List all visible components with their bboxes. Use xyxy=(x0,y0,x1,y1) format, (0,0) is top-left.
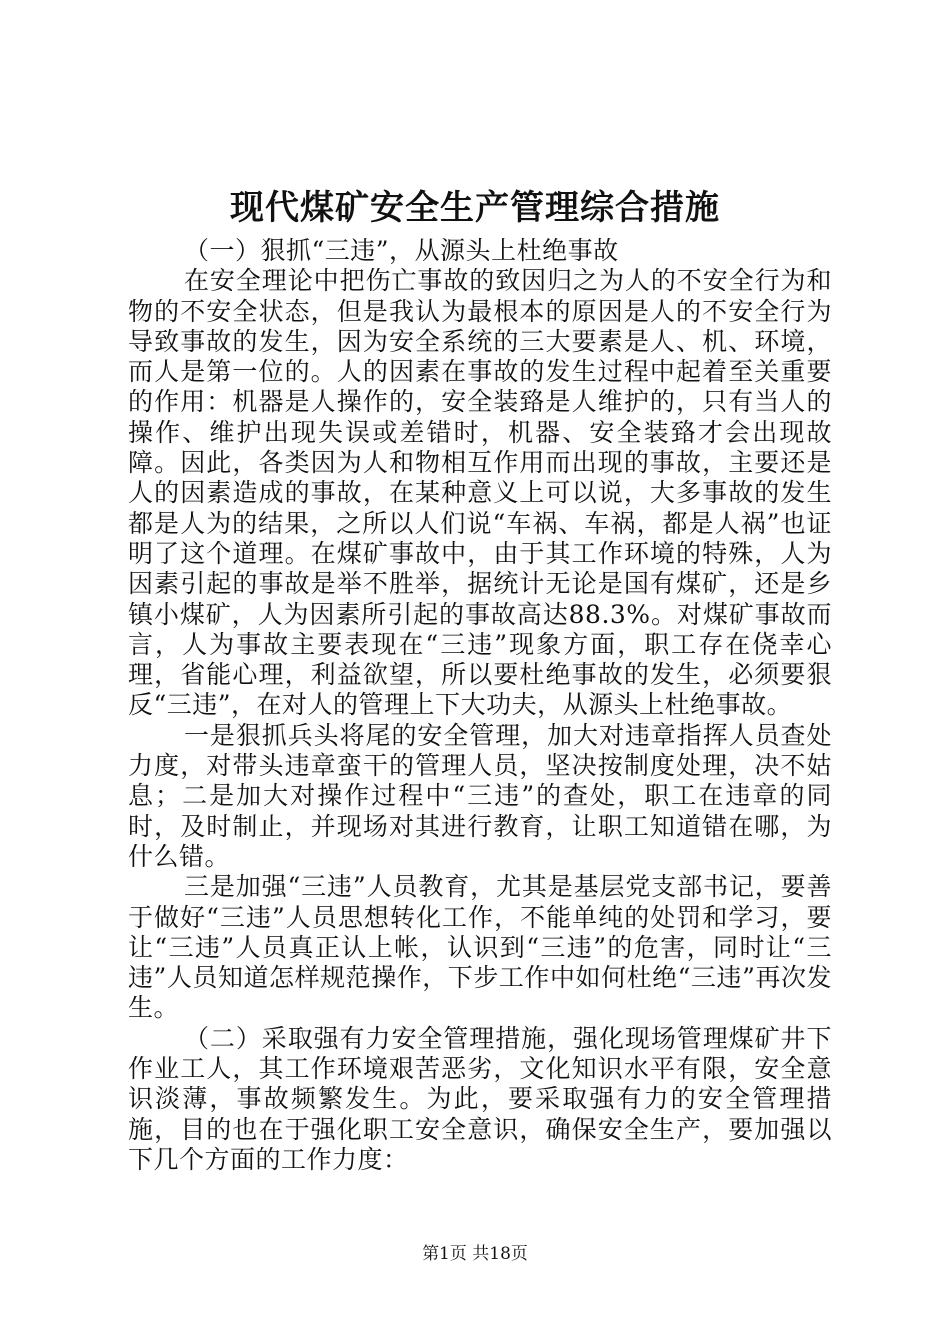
page-footer: 第1页 共18页 xyxy=(422,1244,528,1264)
document-title: 现代煤矿安全生产管理综合措施 xyxy=(230,188,720,228)
body-paragraph: 在安全理论中把伤亡事故的致因归之为人的不安全行为和物的不安全状态，但是我认为最根本的原因是人的不安全行为导致事故的发生，因为安全系统的三大要素是人、机、环境，而人是第一位的。人的因素在事故的发生过程中起着至关重要的作用：机器是人操作的，安全装臵是人维护的，只有当人的操作、维护出现失误或差错时，机器、安全装臵才会出现故障。因此，各类因为人和物相互作用而出现的事故，主要还是人的因素造成的事故，在某种意义上可以说，大多事故的发生都是人为的结果，之所以人们说“车祸、车祸，都是人祸”也证明了这个道理。在煤矿事故中，由于其工作环境的特殊，人为因素引起的事故是举不胜举，据统计无论是国有煤矿，还是乡镇小煤矿，人为因素所引起的事故高达88.3%。对煤矿事故而言，人为事故主要表现在“三违”现象方面，职工存在侥幸心理，省能心理，利益欲望，所以要杜绝事故的发生，必须要狠反“三违”，在对人的管理上下大功夫，从源头上杜绝事故。 xyxy=(128,266,832,720)
document-body xyxy=(128,236,832,1175)
section-heading-1: （一）狠抓“三违”，从源头上杜绝事故 xyxy=(184,236,619,265)
body-paragraph: 三是加强“三违”人员教育，尤其是基层党支部书记，要善于做好“三违”人员思想转化工作，不能单纯的处罚和学习，要让“三违”人员真正认上帐，认识到“三违”的危害，同时让“三违”人员知道怎样规范操作，下步工作中如何杜绝“三违”再次发生。 xyxy=(128,872,832,1023)
section-heading-2: （二）采取强有力安全管理措施，强化现场管理煤矿井下作业工人，其工作环境艰苦恶劣，文化知识水平有限，安全意识淡薄，事故频繁发生。为此，要采取强有力的安全管理措施，目的也在于强化职工安全意识，确保安全生产，要加强以下几个方面的工作力度： xyxy=(128,1023,832,1174)
body-paragraph: 一是狠抓兵头将尾的安全管理，加大对违章指挥人员查处力度，对带头违章蛮干的管理人员，坚决按制度处理，决不姑息；二是加大对操作过程中“三违”的查处，职工在违章的同时，及时制止，并现场对其进行教育，让职工知道错在哪，为什么错。 xyxy=(128,720,832,871)
